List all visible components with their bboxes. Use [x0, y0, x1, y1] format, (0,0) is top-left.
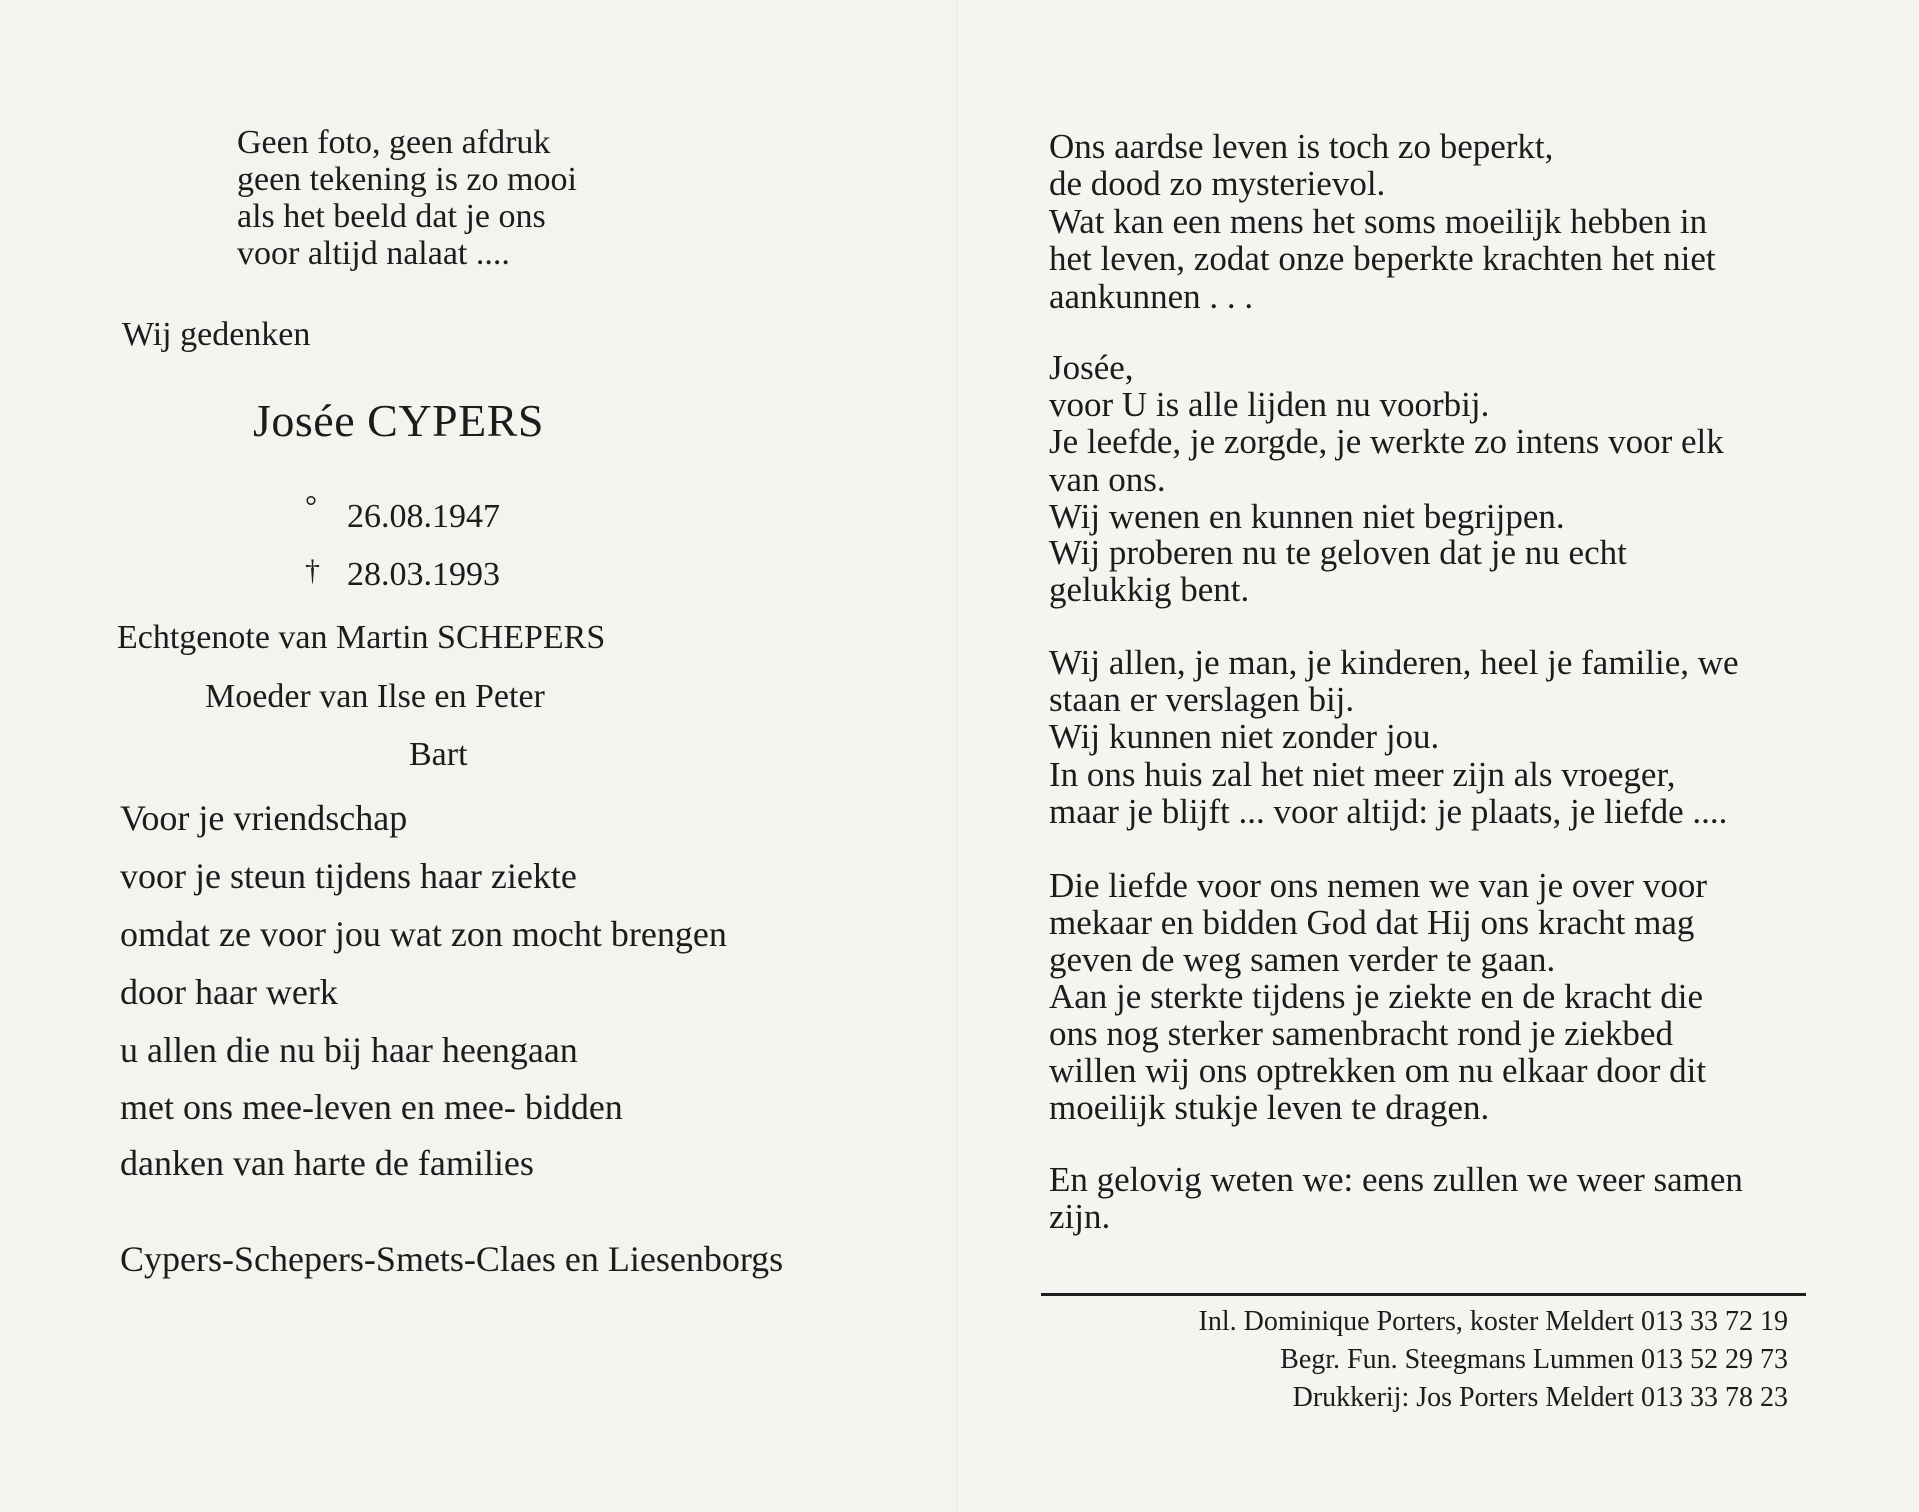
credit-line: Drukkerij: Jos Porters Meldert 013 33 78 23 [1292, 1382, 1788, 1413]
text-line: Josée, [1049, 348, 1134, 387]
left-panel [0, 0, 958, 1512]
credit-line: Inl. Dominique Porters, koster Meldert 013 33 72 19 [1198, 1306, 1788, 1337]
text-line: Ons aardse leven is toch zo beperkt, [1049, 127, 1554, 166]
thanks-line: voor je steun tijdens haar ziekte [120, 856, 577, 896]
text-line: zijn. [1049, 1197, 1111, 1236]
thanks-line: Voor je vriendschap [120, 798, 408, 838]
text-line: Die liefde voor ons nemen we van je over voor [1049, 866, 1707, 905]
text-line: van ons. [1049, 460, 1166, 499]
birth-date: 26.08.1947 [347, 498, 500, 535]
text-line: Wij wenen en kunnen niet begrijpen. [1049, 497, 1565, 536]
poem-line: als het beeld dat je ons [237, 198, 546, 235]
text-line: Aan je sterkte tijdens je ziekte en de kracht die [1049, 977, 1704, 1016]
text-line: Wij kunnen niet zonder jou. [1049, 717, 1440, 756]
thanks-line: omdat ze voor jou wat zon mocht brengen [120, 914, 727, 954]
thanks-line: danken van harte de families [120, 1143, 534, 1183]
text-line: ons nog sterker samenbracht rond je ziekbed [1049, 1014, 1673, 1053]
text-line: de dood zo mysterievol. [1049, 164, 1386, 203]
text-line: aankunnen . . . [1049, 277, 1254, 316]
death-cross-icon: † [305, 554, 320, 587]
text-line: het leven, zodat onze beperkte krachten het niet [1049, 239, 1716, 278]
text-line: moeilijk stukje leven te dragen. [1049, 1088, 1490, 1127]
text-line: In ons huis zal het niet meer zijn als vroeger, [1049, 755, 1676, 794]
families-signature: Cypers-Schepers-Smets-Claes en Liesenborgs [120, 1239, 784, 1279]
poem-line: voor altijd nalaat .... [237, 235, 510, 272]
mother-line: Moeder van Ilse en Peter [205, 678, 545, 715]
text-line: Wat kan een mens het soms moeilijk hebben in [1049, 202, 1708, 241]
spouse-line: Echtgenote van Martin SCHEPERS [117, 619, 606, 656]
thanks-line: met ons mee-leven en mee- bidden [120, 1087, 623, 1127]
text-line: maar je blijft ... voor altijd: je plaats, je liefde .... [1049, 792, 1728, 831]
text-line: Wij allen, je man, je kinderen, heel je familie, we [1049, 643, 1739, 682]
text-line: geven de weg samen verder te gaan. [1049, 940, 1556, 979]
poem-line: geen tekening is zo mooi [237, 161, 577, 198]
text-line: mekaar en bidden God dat Hij ons kracht mag [1049, 903, 1695, 942]
child-line: Bart [409, 736, 468, 773]
birth-symbol: ° [305, 490, 317, 523]
text-line: Wij proberen nu te geloven dat je nu echt [1049, 533, 1627, 572]
thanks-line: u allen die nu bij haar heengaan [120, 1030, 578, 1070]
text-line: willen wij ons optrekken om nu elkaar door dit [1049, 1051, 1707, 1090]
thanks-line: door haar werk [120, 972, 338, 1012]
text-line: Je leefde, je zorgde, je werkte zo intens voor elk [1049, 422, 1724, 461]
text-line: staan er verslagen bij. [1049, 680, 1355, 719]
divider-rule [1041, 1293, 1806, 1296]
poem-line: Geen foto, geen afdruk [237, 124, 551, 161]
credit-line: Begr. Fun. Steegmans Lummen 013 52 29 73 [1280, 1344, 1788, 1375]
death-date: 28.03.1993 [347, 556, 500, 593]
text-line: voor U is alle lijden nu voorbij. [1049, 385, 1490, 424]
intro-text: Wij gedenken [122, 316, 311, 353]
text-line: gelukkig bent. [1049, 570, 1250, 609]
text-line: En gelovig weten we: eens zullen we weer samen [1049, 1160, 1743, 1199]
deceased-name: Josée CYPERS [253, 395, 544, 446]
